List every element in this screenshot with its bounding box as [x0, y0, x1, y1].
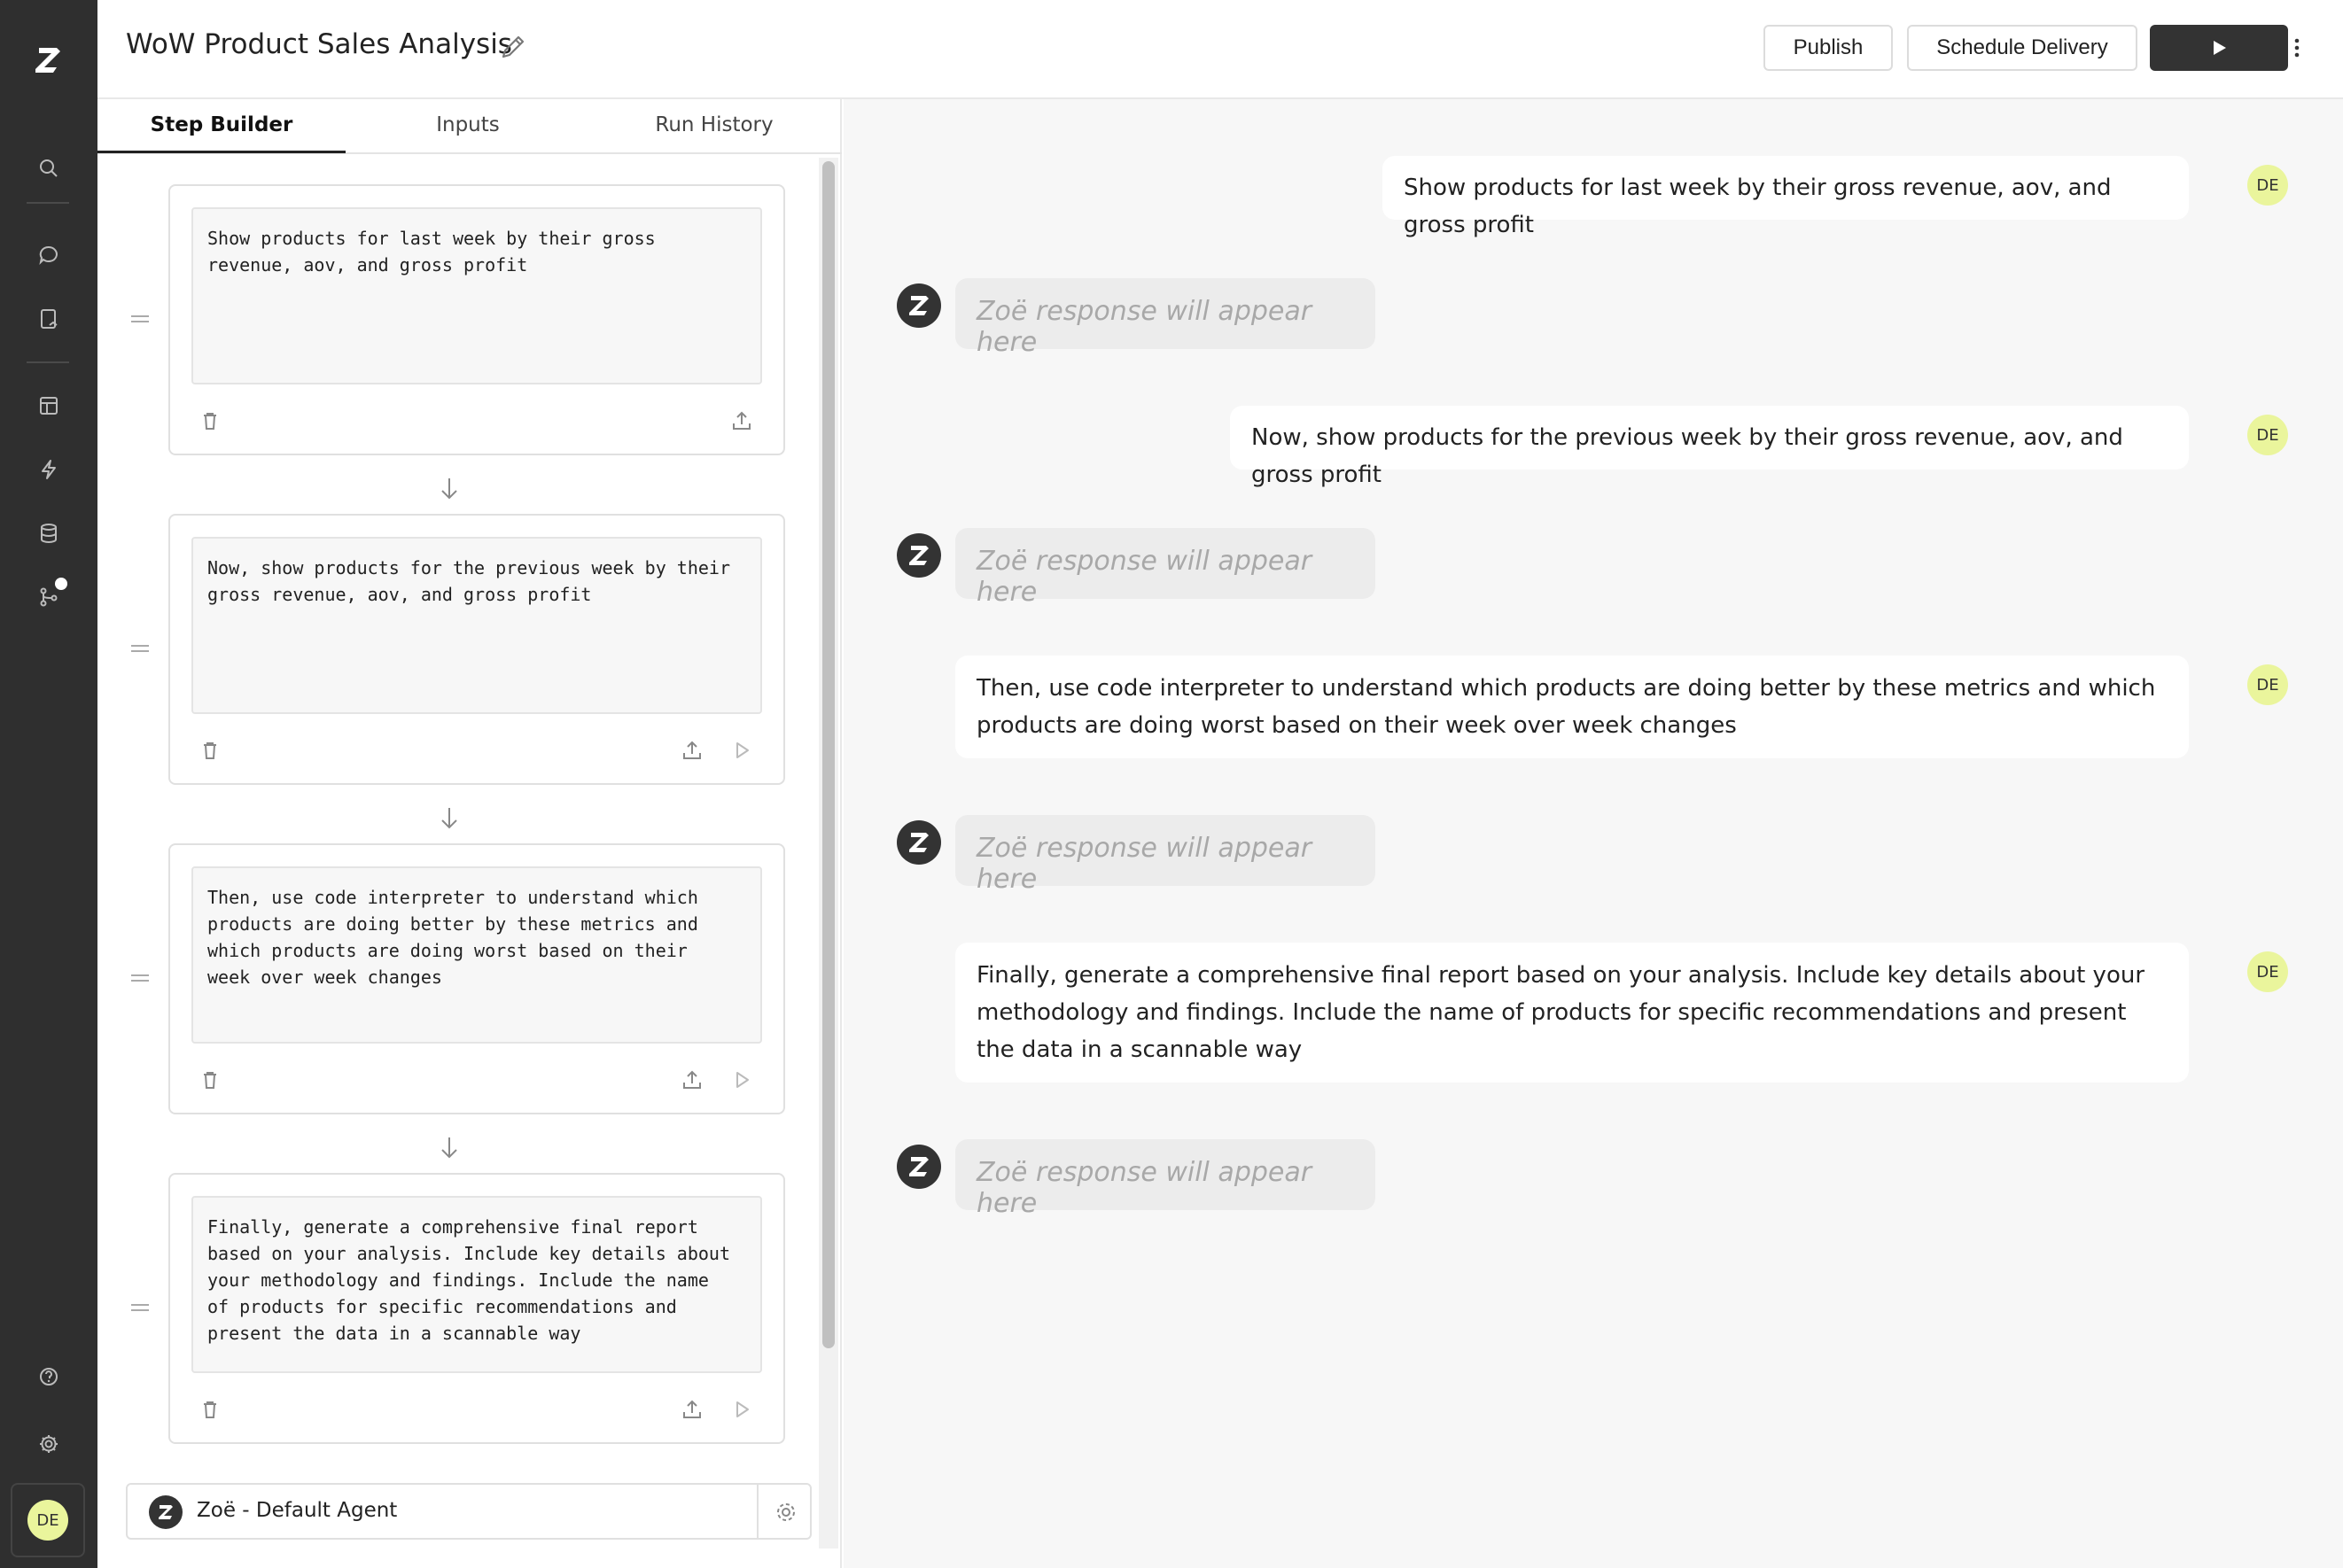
- schedule-delivery-button[interactable]: Schedule Delivery: [1907, 25, 2137, 71]
- user-message: Finally, generate a comprehensive final report based on your analysis. Include key details about your methodology and findings. Include the name of products for specific recommendations and present the data in a scannable way: [955, 943, 2189, 1083]
- user-message: Show products for last week by their gross revenue, aov, and gross profit: [1382, 156, 2189, 220]
- run-button[interactable]: [2150, 25, 2288, 71]
- play-icon: [2208, 37, 2230, 58]
- upload-icon[interactable]: [679, 737, 705, 764]
- run-step-icon[interactable]: [728, 1067, 755, 1093]
- agent-logo-icon: [897, 283, 941, 328]
- lightning-icon[interactable]: [31, 452, 66, 487]
- drag-handle-icon[interactable]: [129, 1300, 151, 1315]
- upload-icon[interactable]: [728, 408, 755, 434]
- rail-divider: [27, 202, 69, 204]
- user-message: Then, use code interpreter to understand which products are doing better by these metrics and which products are doing worst based on their week over week changes: [955, 656, 2189, 758]
- delete-icon[interactable]: [197, 1396, 223, 1423]
- avatar: DE: [27, 1500, 68, 1541]
- step-prompt-input[interactable]: Show products for last week by their gross revenue, aov, and gross profit: [191, 207, 762, 384]
- tab-step-builder[interactable]: Step Builder: [150, 113, 293, 136]
- agent-logo-icon: [897, 533, 941, 578]
- active-tab-indicator: [97, 151, 346, 153]
- notebook-icon[interactable]: [31, 301, 66, 337]
- agent-settings-icon[interactable]: [771, 1497, 801, 1527]
- header-bar: [97, 0, 2343, 99]
- avatar: DE: [2247, 415, 2288, 455]
- database-icon[interactable]: [31, 516, 66, 551]
- delete-icon[interactable]: [197, 408, 223, 434]
- run-step-icon[interactable]: [728, 1396, 755, 1423]
- avatar: DE: [2247, 165, 2288, 206]
- agent-name: Zoë - Default Agent: [197, 1499, 398, 1522]
- step-card: [168, 514, 785, 785]
- arrow-down-icon: [436, 473, 463, 503]
- run-step-icon[interactable]: [728, 737, 755, 764]
- step-prompt-input[interactable]: Finally, generate a comprehensive final report based on your analysis. Include key details about your methodology and findings. Include the name of products for specific recommendations and present the data in a scannable way: [191, 1196, 762, 1373]
- tab-bar: [97, 99, 842, 154]
- tab-run-history[interactable]: Run History: [655, 113, 774, 136]
- layout-icon[interactable]: [31, 388, 66, 423]
- drag-handle-icon[interactable]: [129, 641, 151, 656]
- chat-panel: [844, 99, 2343, 1568]
- scrollbar-thumb[interactable]: [822, 161, 835, 1348]
- arrow-down-icon: [436, 803, 463, 833]
- assistant-placeholder: Zoë response will appear here: [955, 1139, 1375, 1210]
- step-card: [168, 1173, 785, 1444]
- logo-icon[interactable]: [27, 39, 69, 82]
- drag-handle-icon[interactable]: [129, 312, 151, 326]
- step-builder-panel: [97, 99, 842, 1568]
- upload-icon[interactable]: [679, 1396, 705, 1423]
- search-icon[interactable]: [31, 151, 66, 186]
- notification-dot: [55, 578, 67, 590]
- divider: [757, 1485, 759, 1538]
- step-prompt-input[interactable]: Now, show products for the previous week by their gross revenue, aov, and gross profit: [191, 537, 762, 714]
- assistant-placeholder: Zoë response will appear here: [955, 815, 1375, 886]
- step-prompt-input[interactable]: Then, use code interpreter to understand which products are doing better by these metrics and which products are doing worst based on their week over week changes: [191, 866, 762, 1044]
- chat-icon[interactable]: [31, 237, 66, 273]
- publish-button[interactable]: Publish: [1763, 25, 1893, 71]
- agent-logo-icon: [897, 820, 941, 865]
- edit-title-icon[interactable]: [498, 32, 528, 62]
- icon-rail: [0, 0, 97, 1568]
- avatar: DE: [2247, 951, 2288, 992]
- agent-selector[interactable]: [126, 1483, 812, 1540]
- assistant-placeholder: Zoë response will appear here: [955, 528, 1375, 599]
- user-message: Now, show products for the previous week by their gross revenue, aov, and gross profit: [1230, 406, 2189, 470]
- more-options-icon[interactable]: [2279, 32, 2315, 64]
- tab-inputs[interactable]: Inputs: [436, 113, 500, 136]
- delete-icon[interactable]: [197, 1067, 223, 1093]
- drag-handle-icon[interactable]: [129, 971, 151, 985]
- assistant-placeholder: Zoë response will appear here: [955, 278, 1375, 349]
- settings-icon[interactable]: [31, 1426, 66, 1462]
- arrow-down-icon: [436, 1132, 463, 1162]
- upload-icon[interactable]: [679, 1067, 705, 1093]
- agent-logo-icon: [149, 1495, 183, 1529]
- agent-logo-icon: [897, 1145, 941, 1189]
- step-card: [168, 843, 785, 1114]
- help-icon[interactable]: [31, 1359, 66, 1394]
- page-title: WoW Product Sales Analysis: [126, 28, 512, 60]
- delete-icon[interactable]: [197, 737, 223, 764]
- rail-divider: [27, 361, 69, 363]
- user-menu[interactable]: [11, 1483, 85, 1557]
- step-card: [168, 184, 785, 455]
- avatar: DE: [2247, 664, 2288, 705]
